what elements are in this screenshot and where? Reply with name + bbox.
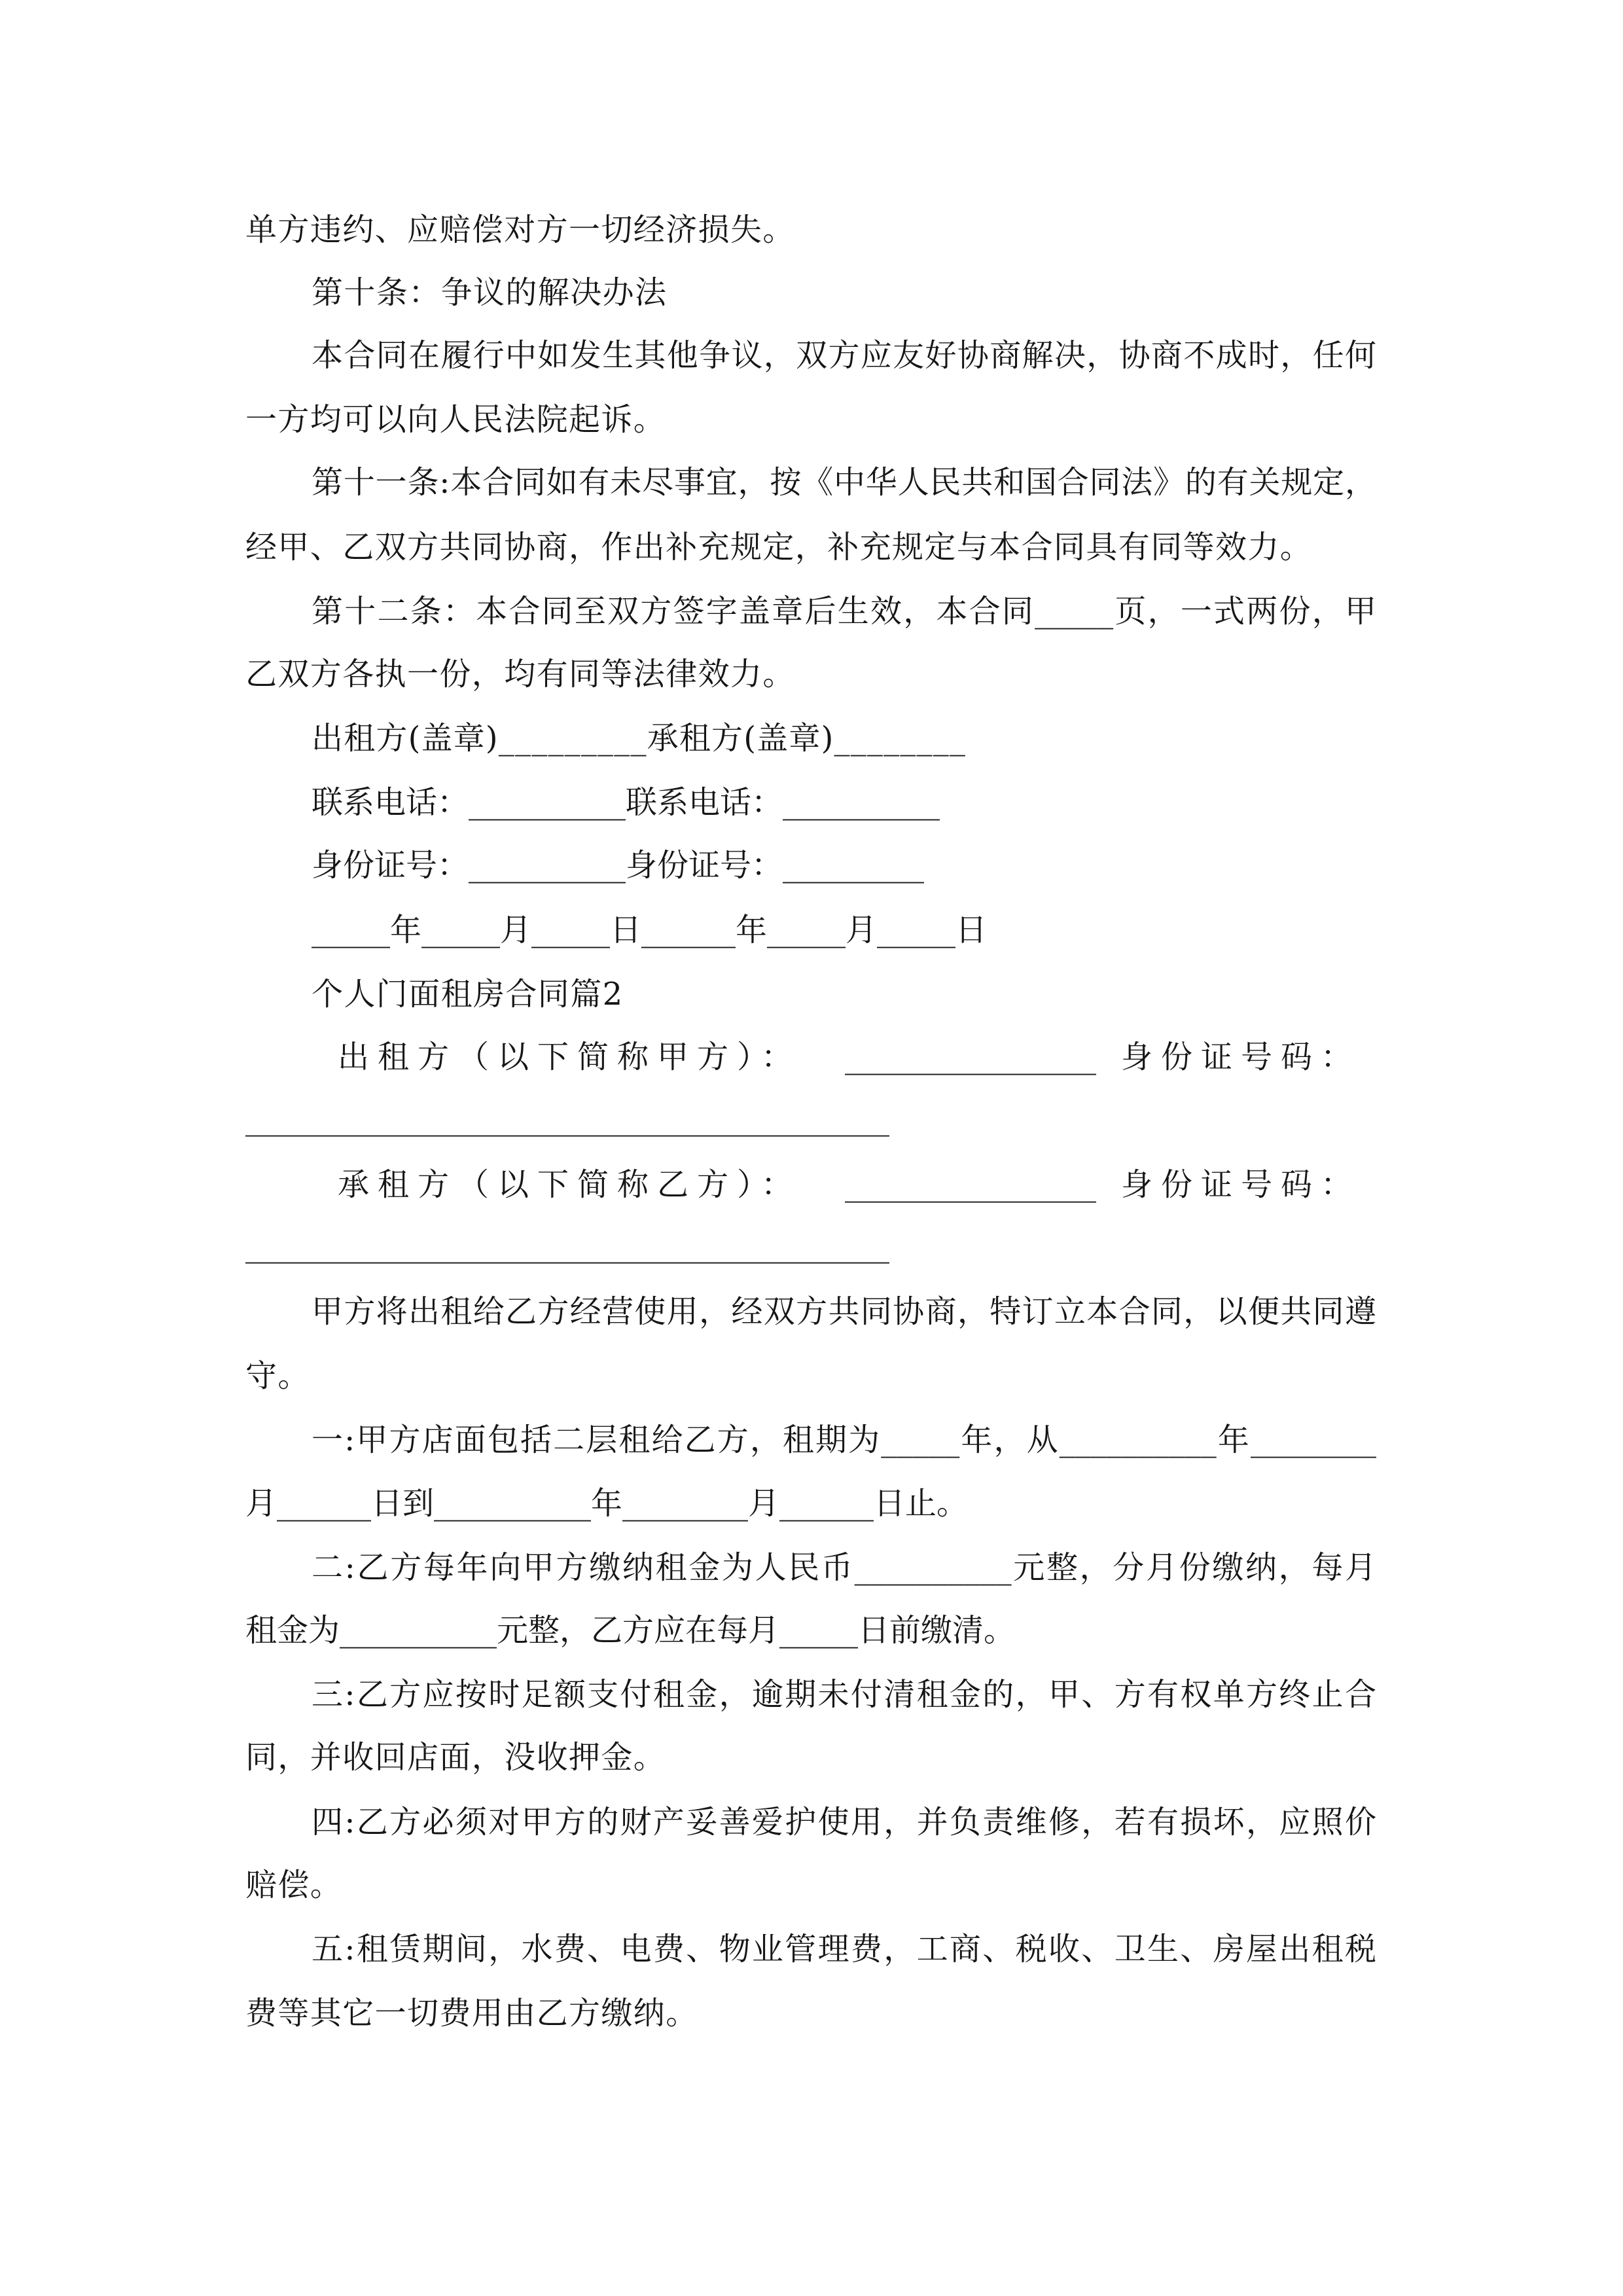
clause-5-line-1: 五:租赁期间，水费、电费、物业管理费，工商、税收、卫生、房屋出租税 <box>312 1931 1376 1967</box>
lessor-id-label: 身份证号码： <box>1121 1039 1361 1075</box>
preamble-line-1: 甲方将出租给乙方经营使用，经双方共同协商，特订立本合同，以便共同遵 <box>312 1293 1376 1330</box>
clause-10-title: 第十条：争议的解决办法 <box>312 274 668 311</box>
clause-4-line-2: 赔偿。 <box>245 1867 343 1903</box>
clause-10-line-2: 一方均可以向人民法院起诉。 <box>245 401 666 438</box>
lessor-name-blank: ________________ <box>845 1039 1096 1075</box>
clause-1-line-2: 月______日到__________年________月______日止。 <box>245 1485 969 1522</box>
clause-2-line-2: 租金为__________元整，乙方应在每月_____日前缴清。 <box>245 1612 1016 1649</box>
lessee-id-blank: _________________________________________ <box>245 1227 889 1264</box>
clause-4-line-1: 四:乙方必须对甲方的财产妥善爱护使用，并负责维修，若有损坏，应照价 <box>312 1804 1376 1840</box>
clause-3-line-1: 三:乙方应按时足额支付租金，逾期未付清租金的，甲、方有权单方终止合 <box>312 1676 1376 1713</box>
clause-3-line-2: 同，并收回店面，没收押金。 <box>245 1739 666 1776</box>
clause-12-line-2: 乙双方各执一份，均有同等法律效力。 <box>245 656 795 692</box>
preamble-line-2: 守。 <box>245 1357 310 1394</box>
contract-2-title: 个人门面租房合同篇2 <box>312 976 624 1013</box>
lessor-id-blank: _________________________________________ <box>245 1100 889 1137</box>
signature-phone-line: 联系电话：__________联系电话：__________ <box>312 784 940 821</box>
lessor-label: 出租方（以下简称甲方）： <box>338 1039 802 1075</box>
clause-2-line-1: 二:乙方每年向甲方缴纳租金为人民币__________元整，分月份缴纳，每月 <box>312 1549 1376 1586</box>
clause-11-line-1: 第十一条:本合同如有未尽事宜，按《中华人民共和国合同法》的有关规定， <box>312 464 1376 501</box>
signature-date-line: _____年_____月_____日______年_____月_____日 <box>312 912 988 948</box>
clause-11-line-2: 经甲、乙双方共同协商，作出补充规定，补充规定与本合同具有同等效力。 <box>245 529 1313 565</box>
signature-id-line: 身份证号：__________身份证号：_________ <box>312 847 925 884</box>
lessee-id-label: 身份证号码： <box>1121 1166 1361 1203</box>
clause-5-line-2: 费等其它一切费用由乙方缴纳。 <box>245 1995 698 2032</box>
signature-seal-line: 出租方(盖章)_________承租方(盖章)________ <box>312 720 967 757</box>
clause-1-line-1: 一:甲方店面包括二层租给乙方，租期为_____年，从__________年________ <box>312 1422 1376 1458</box>
clause-9-tail-text: 单方违约、应赔偿对方一切经济损失。 <box>245 211 795 248</box>
clause-10-line-1: 本合同在履行中如发生其他争议，双方应友好协商解决，协商不成时，任何 <box>312 337 1376 374</box>
lessee-name-blank: ________________ <box>845 1166 1096 1203</box>
clause-12-line-1: 第十二条：本合同至双方签字盖章后生效，本合同_____页，一式两份，甲 <box>312 593 1376 630</box>
lessee-label: 承租方（以下简称乙方）： <box>338 1166 802 1203</box>
